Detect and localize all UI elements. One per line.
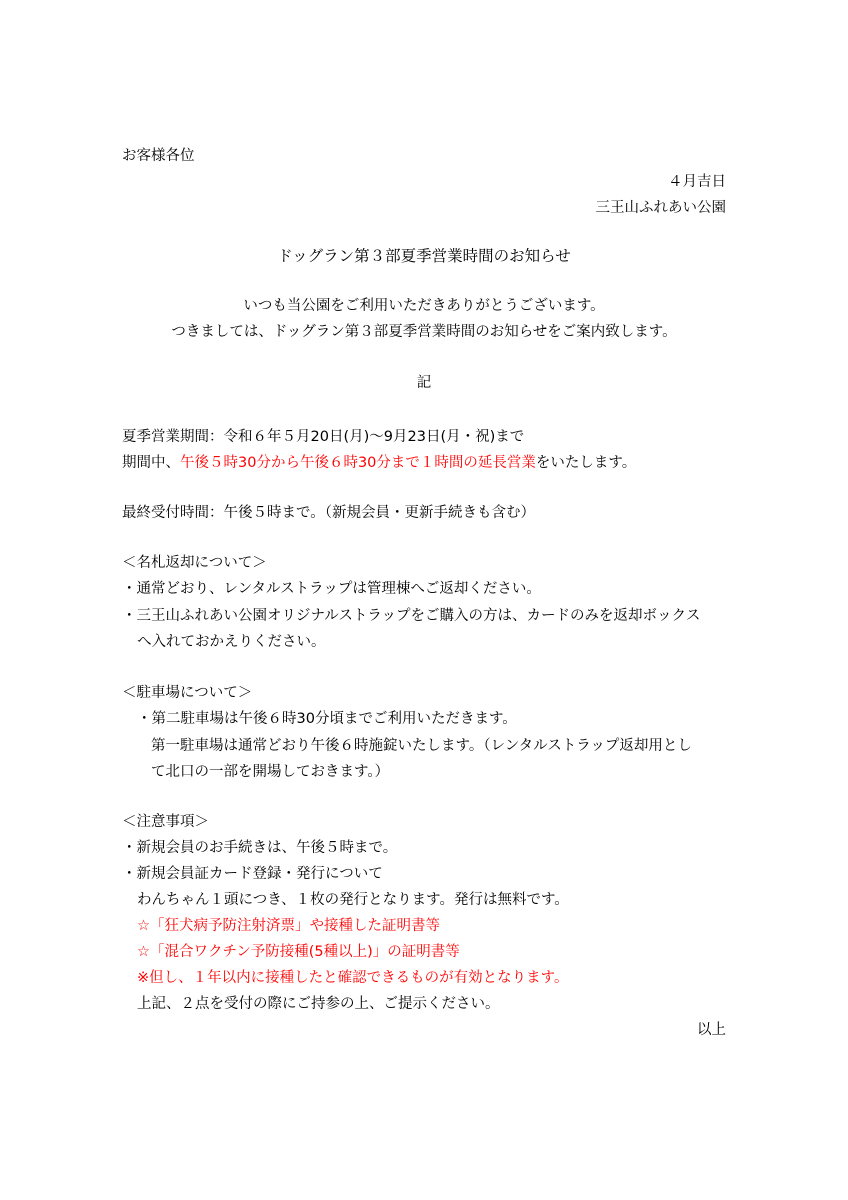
notes-item-2-detail: わんちゃん１頭につき、１枚の発行となります。発行は無料です。 [137, 892, 569, 908]
ki-marker: 記 [416, 375, 432, 391]
requirement-2: ☆「混合ワクチン予防接種(5種以上)」の証明書等 [137, 944, 460, 960]
parking-item-2-line-2: て北口の一部を開場しておきます。） [151, 764, 390, 780]
extension-prefix: 期間中、 [122, 455, 180, 471]
greeting-line-1: いつも当公園をご利用いただきありがとうございます。 [243, 298, 605, 314]
extension-suffix: をいたします。 [535, 455, 637, 471]
nametag-item-1: ・通常どおり、レンタルストラップは管理棟へご返却ください。 [122, 581, 541, 597]
caution-note: ※但し、１年以内に接種したと確認できるものが有効となります。 [137, 970, 569, 986]
notes-item-1: ・新規会員のお手続きは、午後５時まで。 [122, 840, 398, 856]
greeting-line-2: つきましては、ドッグラン第３部夏季営業時間のお知らせをご案内致します。 [171, 324, 677, 340]
nametag-item-2-line-2: へ入れておかえりください。 [137, 634, 326, 650]
notes-heading: ＜注意事項＞ [122, 814, 209, 830]
nametag-heading: ＜名札返却について＞ [122, 555, 267, 571]
sender: 三王山ふれあい公園 [595, 200, 726, 216]
summer-period: 夏季営業期間：令和６年５月20日(月)〜9月23日(月・祝)まで [122, 429, 525, 445]
extension-notice [122, 453, 636, 473]
requirement-1: ☆「狂犬病予防注射済票」や接種した証明書等 [137, 918, 440, 934]
parking-item-1: ・第二駐車場は午後６時30分頃までご利用いただきます。 [137, 711, 517, 727]
parking-item-2-line-1: 第一駐車場は通常どおり午後６時施錠いたします。（レンタルストラップ返却用とし [151, 738, 692, 754]
notes-item-2: ・新規会員証カード登録・発行について [122, 866, 383, 882]
page-title: ドッグラン第３部夏季営業時間のお知らせ [277, 247, 571, 265]
end-marker: 以上 [697, 1022, 726, 1038]
parking-heading: ＜駐車場について＞ [122, 685, 253, 701]
recipient: お客様各位 [122, 148, 195, 164]
date: ４月吉日 [668, 174, 726, 190]
extension-highlight: 午後５時30分から午後６時30分まで１時間の延長営業 [180, 455, 536, 471]
nametag-item-2-line-1: ・三王山ふれあい公園オリジナルストラップをご購入の方は、カードのみを返却ボックス [122, 608, 701, 624]
closing-instruction: 上記、２点を受付の際にご持参の上、ご提示ください。 [137, 996, 500, 1012]
reception-time: 最終受付時間：午後５時まで。（新規会員・更新手続きも含む） [122, 505, 535, 521]
